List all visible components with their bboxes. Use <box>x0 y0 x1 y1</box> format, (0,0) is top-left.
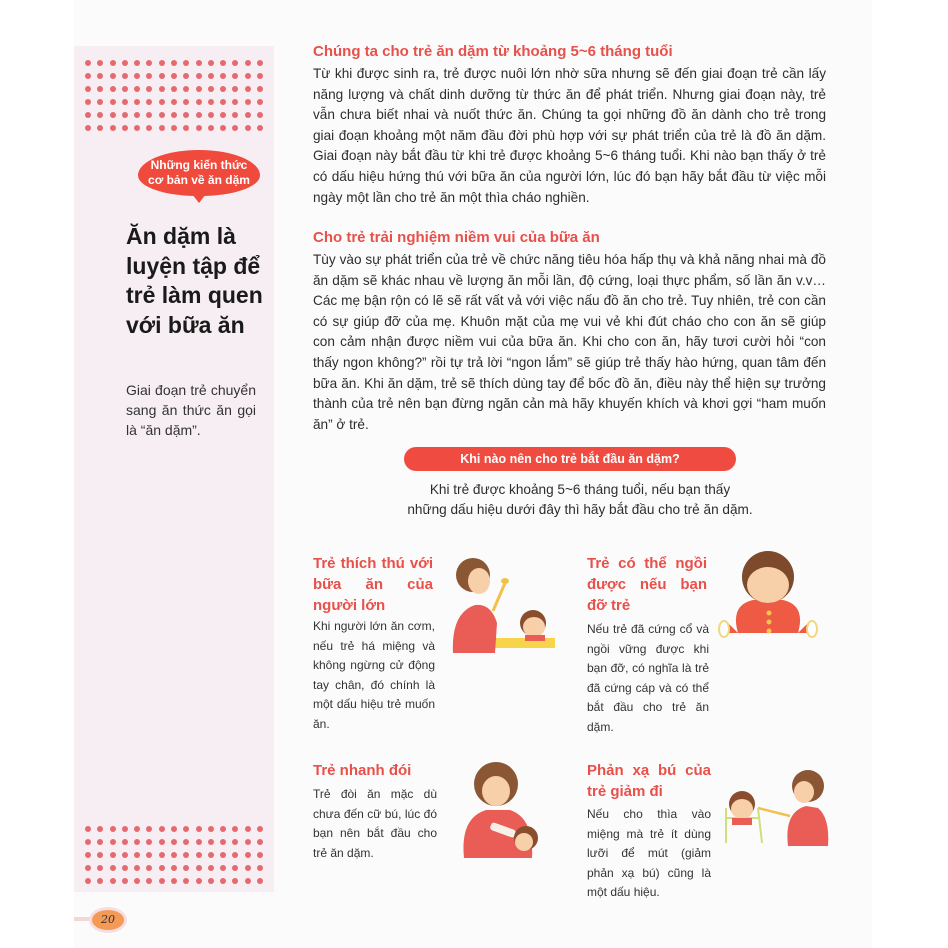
dot <box>134 112 140 118</box>
dot <box>183 60 189 66</box>
dot <box>97 60 103 66</box>
dot <box>183 99 189 105</box>
baby-foot-right <box>807 621 817 637</box>
dot <box>220 60 226 66</box>
dot <box>97 86 103 92</box>
dot <box>171 60 177 66</box>
section-heading-2: Cho trẻ trải nghiệm niềm vui của bữa ăn <box>313 229 600 246</box>
dot <box>159 826 165 832</box>
dot <box>122 878 128 884</box>
spoon <box>493 583 505 611</box>
dot <box>159 86 165 92</box>
baby-shirt <box>525 635 545 641</box>
dot <box>232 878 238 884</box>
dot <box>208 852 214 858</box>
dot <box>232 865 238 871</box>
dot <box>122 99 128 105</box>
dot <box>134 60 140 66</box>
dot <box>122 86 128 92</box>
dot <box>146 73 152 79</box>
banner-subtitle-line2: những dấu hiệu dưới đây thì hãy bắt đầu cho trẻ ăn dặm. <box>407 502 753 517</box>
dot <box>122 125 128 131</box>
card-text-3: Trẻ đòi ăn mặc dù chưa đến cữ bú, lúc đó bạn nên bắt đầu cho trẻ ăn dặm. <box>313 787 437 860</box>
topic-bubble-line2: cơ bản về ăn dặm <box>148 173 250 187</box>
dot <box>85 60 91 66</box>
banner-subtitle-line1: Khi trẻ được khoảng 5~6 tháng tuổi, nếu bạn thấy <box>429 482 731 497</box>
dot <box>85 865 91 871</box>
dot <box>232 99 238 105</box>
baby-face <box>515 833 533 851</box>
dot <box>171 86 177 92</box>
dot <box>257 73 263 79</box>
dot <box>146 112 152 118</box>
dot <box>171 839 177 845</box>
dot <box>257 839 263 845</box>
dot <box>85 86 91 92</box>
button <box>767 629 772 634</box>
dot <box>171 852 177 858</box>
dot <box>171 826 177 832</box>
dot <box>146 878 152 884</box>
dot <box>97 852 103 858</box>
dot <box>159 112 165 118</box>
dot <box>146 865 152 871</box>
dot <box>232 839 238 845</box>
mother-body <box>453 605 497 653</box>
button <box>767 611 772 616</box>
dot <box>220 86 226 92</box>
dot <box>134 878 140 884</box>
dot <box>171 73 177 79</box>
baby-face <box>747 567 789 603</box>
dot <box>122 73 128 79</box>
topic-bubble-line1: Những kiến thức <box>150 158 248 172</box>
baby-face <box>523 617 545 637</box>
dot <box>220 826 226 832</box>
illustration-baby-sitting <box>718 545 818 655</box>
dot <box>220 865 226 871</box>
dot <box>85 839 91 845</box>
dot <box>208 73 214 79</box>
dot <box>208 86 214 92</box>
baby-body <box>736 600 800 633</box>
dot <box>183 826 189 832</box>
dot <box>245 826 251 832</box>
dot <box>122 839 128 845</box>
dot <box>257 60 263 66</box>
dot <box>159 99 165 105</box>
dot <box>245 878 251 884</box>
dot <box>196 826 202 832</box>
illustration-bottle-feeding <box>458 758 548 863</box>
dot <box>208 865 214 871</box>
dot <box>220 878 226 884</box>
dot <box>85 125 91 131</box>
page-title: Ăn dặm là luyện tập để trẻ làm quen với bữa ăn <box>126 223 263 338</box>
dot <box>232 852 238 858</box>
dot <box>196 99 202 105</box>
dot <box>220 73 226 79</box>
dot <box>171 112 177 118</box>
dot <box>110 125 116 131</box>
dot <box>146 99 152 105</box>
dot <box>245 73 251 79</box>
dot <box>196 73 202 79</box>
dot <box>257 112 263 118</box>
dot <box>134 839 140 845</box>
dot <box>134 826 140 832</box>
dot <box>85 73 91 79</box>
dot <box>245 60 251 66</box>
dot <box>146 60 152 66</box>
section-body-2: Tùy vào sự phát triển của trẻ về chức năng tiêu hóa hấp thụ và khả năng nhai mà đồ ăn dặm sẽ khác nhau về lượng ăn mỗi lần, độ cứng, loại thực phẩm, số lần ăn v.v… Các mẹ bận rộn có lẽ sẽ rất vất vả với việc nấu đồ ăn cho trẻ. Tuy nhiên, trẻ con cần có sự giúp đỡ của mẹ. Khuôn mặt của mẹ vui vẻ khi đút cháo cho con ăn sẽ giúp con cảm nhận được niềm vui của bữa ăn. Khi cho con ăn, hãy tươi cười hỏi “con thấy ngon không?” rồi tự trả lời “ngon lắm” sẽ giúp trẻ thấy hào hứng, quan tâm đến bữa ăn. Khi ăn dặm, trẻ sẽ thích dùng tay để bốc đồ ăn, điều này thể hiện sự trưởng thành của trẻ nên bạn đừng ngăn cản mà hãy khuyến khích và khơi gợi “ham muốn ăn” ở trẻ. <box>313 252 826 432</box>
dot <box>146 839 152 845</box>
dot <box>196 60 202 66</box>
mother-body <box>787 806 828 846</box>
question-banner: Khi nào nên cho trẻ bắt đầu ăn dặm? <box>404 447 736 471</box>
mother-face <box>468 568 490 594</box>
dot <box>220 112 226 118</box>
dot <box>146 86 152 92</box>
section-heading-1: Chúng ta cho trẻ ăn dặm từ khoảng 5~6 tháng tuổi <box>313 43 673 60</box>
mother-face <box>794 781 814 803</box>
dot <box>183 125 189 131</box>
dot <box>134 73 140 79</box>
dot <box>257 865 263 871</box>
dot <box>232 826 238 832</box>
dot <box>220 852 226 858</box>
dot <box>245 99 251 105</box>
dot <box>171 878 177 884</box>
dot <box>159 878 165 884</box>
dot <box>97 112 103 118</box>
dot <box>97 99 103 105</box>
sidebar-description: Giai đoạn trẻ chuyển sang ăn thức ăn gọi là “ăn dặm”. <box>126 382 256 438</box>
dot <box>257 86 263 92</box>
dot <box>146 125 152 131</box>
dot <box>220 99 226 105</box>
dot <box>208 112 214 118</box>
dot <box>245 112 251 118</box>
dot <box>97 826 103 832</box>
baby-shirt <box>732 818 752 825</box>
dot <box>245 839 251 845</box>
dot <box>183 112 189 118</box>
dot <box>159 865 165 871</box>
baby-foot-left <box>719 621 729 637</box>
dot <box>196 112 202 118</box>
dot <box>85 826 91 832</box>
dot <box>183 852 189 858</box>
spoon <box>758 808 790 816</box>
dot-pattern-top <box>82 60 266 131</box>
dot <box>232 73 238 79</box>
dot <box>110 839 116 845</box>
illustration-spoon-feeding <box>718 768 830 848</box>
dot <box>110 99 116 105</box>
dot <box>232 60 238 66</box>
dot <box>110 112 116 118</box>
dot <box>134 86 140 92</box>
card-text-1: Khi người lớn ăn cơm, nếu trẻ há miệng và không ngừng cử động tay chân, đó chính là một dấu hiệu trẻ muốn ăn. <box>313 619 435 731</box>
dot <box>245 125 251 131</box>
dot <box>134 852 140 858</box>
dot <box>257 826 263 832</box>
dot <box>97 865 103 871</box>
card-title-1: Trẻ thích thú với bữa ăn của người lớn <box>313 555 433 614</box>
dot <box>220 839 226 845</box>
dot <box>245 86 251 92</box>
dot <box>159 60 165 66</box>
dot <box>232 86 238 92</box>
dot <box>171 865 177 871</box>
dot <box>208 60 214 66</box>
dot <box>85 878 91 884</box>
section-body-1: Từ khi được sinh ra, trẻ được nuôi lớn nhờ sữa nhưng sẽ đến giai đoạn trẻ cần lấy năng lượng và chất dinh dưỡng từ thức ăn để phát triển. Nhưng giai đoạn này, trẻ vẫn chưa biết nhai và nuốt thức ăn. Chúng ta gọi những đồ ăn dành cho trẻ trong giai đoạn khoảng một năm đầu đời phù hợp với sự phát triển của trẻ là đồ ăn dặm. Giai đoạn này bắt đầu từ khi trẻ được khoảng 5~6 tháng tuổi. Khi nào bạn thấy ở trẻ có dấu hiệu hứng thú với bữa ăn của người lớn, lúc đó bạn hãy bắt đầu từ việc mỗi ngày một lần cho trẻ ăn một thìa cháo nghiền. <box>313 66 826 205</box>
dot <box>122 60 128 66</box>
dot <box>183 865 189 871</box>
dot <box>196 86 202 92</box>
dot <box>122 112 128 118</box>
dot-pattern-bottom <box>82 826 266 884</box>
spoon-head <box>501 578 509 584</box>
button <box>767 620 772 625</box>
dot <box>208 826 214 832</box>
dot <box>122 865 128 871</box>
dot <box>196 878 202 884</box>
dot <box>196 839 202 845</box>
dot <box>97 125 103 131</box>
topic-bubble <box>138 150 260 196</box>
dot <box>257 125 263 131</box>
dot <box>183 839 189 845</box>
dot <box>220 125 226 131</box>
card-title-4: Phản xạ bú của trẻ giảm đi <box>587 762 711 800</box>
dot <box>97 878 103 884</box>
dot <box>245 852 251 858</box>
dot <box>171 99 177 105</box>
dot <box>196 125 202 131</box>
mother-face <box>482 776 510 806</box>
dot <box>85 852 91 858</box>
dot <box>122 852 128 858</box>
baby-face <box>731 799 753 819</box>
dot <box>146 826 152 832</box>
dot <box>257 99 263 105</box>
page-number: 20 <box>92 910 124 930</box>
card-title-2: Trẻ có thể ngồi được nếu bạn đỡ trẻ <box>587 555 707 614</box>
card-text-2: Nếu trẻ đã cứng cổ và ngồi vững được khi bạn đỡ, có nghĩa là trẻ đã cứng cáp và có thể bắt đầu cho trẻ ăn dặm. <box>587 622 709 734</box>
dot <box>232 125 238 131</box>
dot <box>110 878 116 884</box>
dot <box>159 852 165 858</box>
dot <box>97 73 103 79</box>
dot <box>208 99 214 105</box>
dot <box>134 125 140 131</box>
dot <box>208 125 214 131</box>
dot <box>208 839 214 845</box>
dot <box>134 99 140 105</box>
dot <box>196 852 202 858</box>
dot <box>159 73 165 79</box>
dot <box>122 826 128 832</box>
dot <box>196 865 202 871</box>
dot <box>232 112 238 118</box>
dot <box>110 826 116 832</box>
dot <box>85 99 91 105</box>
dot <box>110 86 116 92</box>
dot <box>245 865 251 871</box>
dot <box>257 852 263 858</box>
dot <box>110 852 116 858</box>
dot <box>146 852 152 858</box>
dot <box>134 865 140 871</box>
dot <box>208 878 214 884</box>
dot <box>171 125 177 131</box>
dot <box>183 878 189 884</box>
dot <box>97 839 103 845</box>
dot <box>110 73 116 79</box>
dot <box>257 878 263 884</box>
banner-subtitle <box>390 480 770 520</box>
dot <box>183 73 189 79</box>
dot <box>110 865 116 871</box>
illustration-mother-eating <box>445 553 557 653</box>
dot <box>159 125 165 131</box>
dot <box>183 86 189 92</box>
card-text-4: Nếu cho thìa vào miệng mà trẻ ít dùng lưỡi để mút (giảm phản xạ bú) cũng là một dấu hiệu. <box>587 807 711 899</box>
card-title-3: Trẻ nhanh đói <box>313 762 412 779</box>
dot <box>85 112 91 118</box>
dot <box>159 839 165 845</box>
dot <box>110 60 116 66</box>
